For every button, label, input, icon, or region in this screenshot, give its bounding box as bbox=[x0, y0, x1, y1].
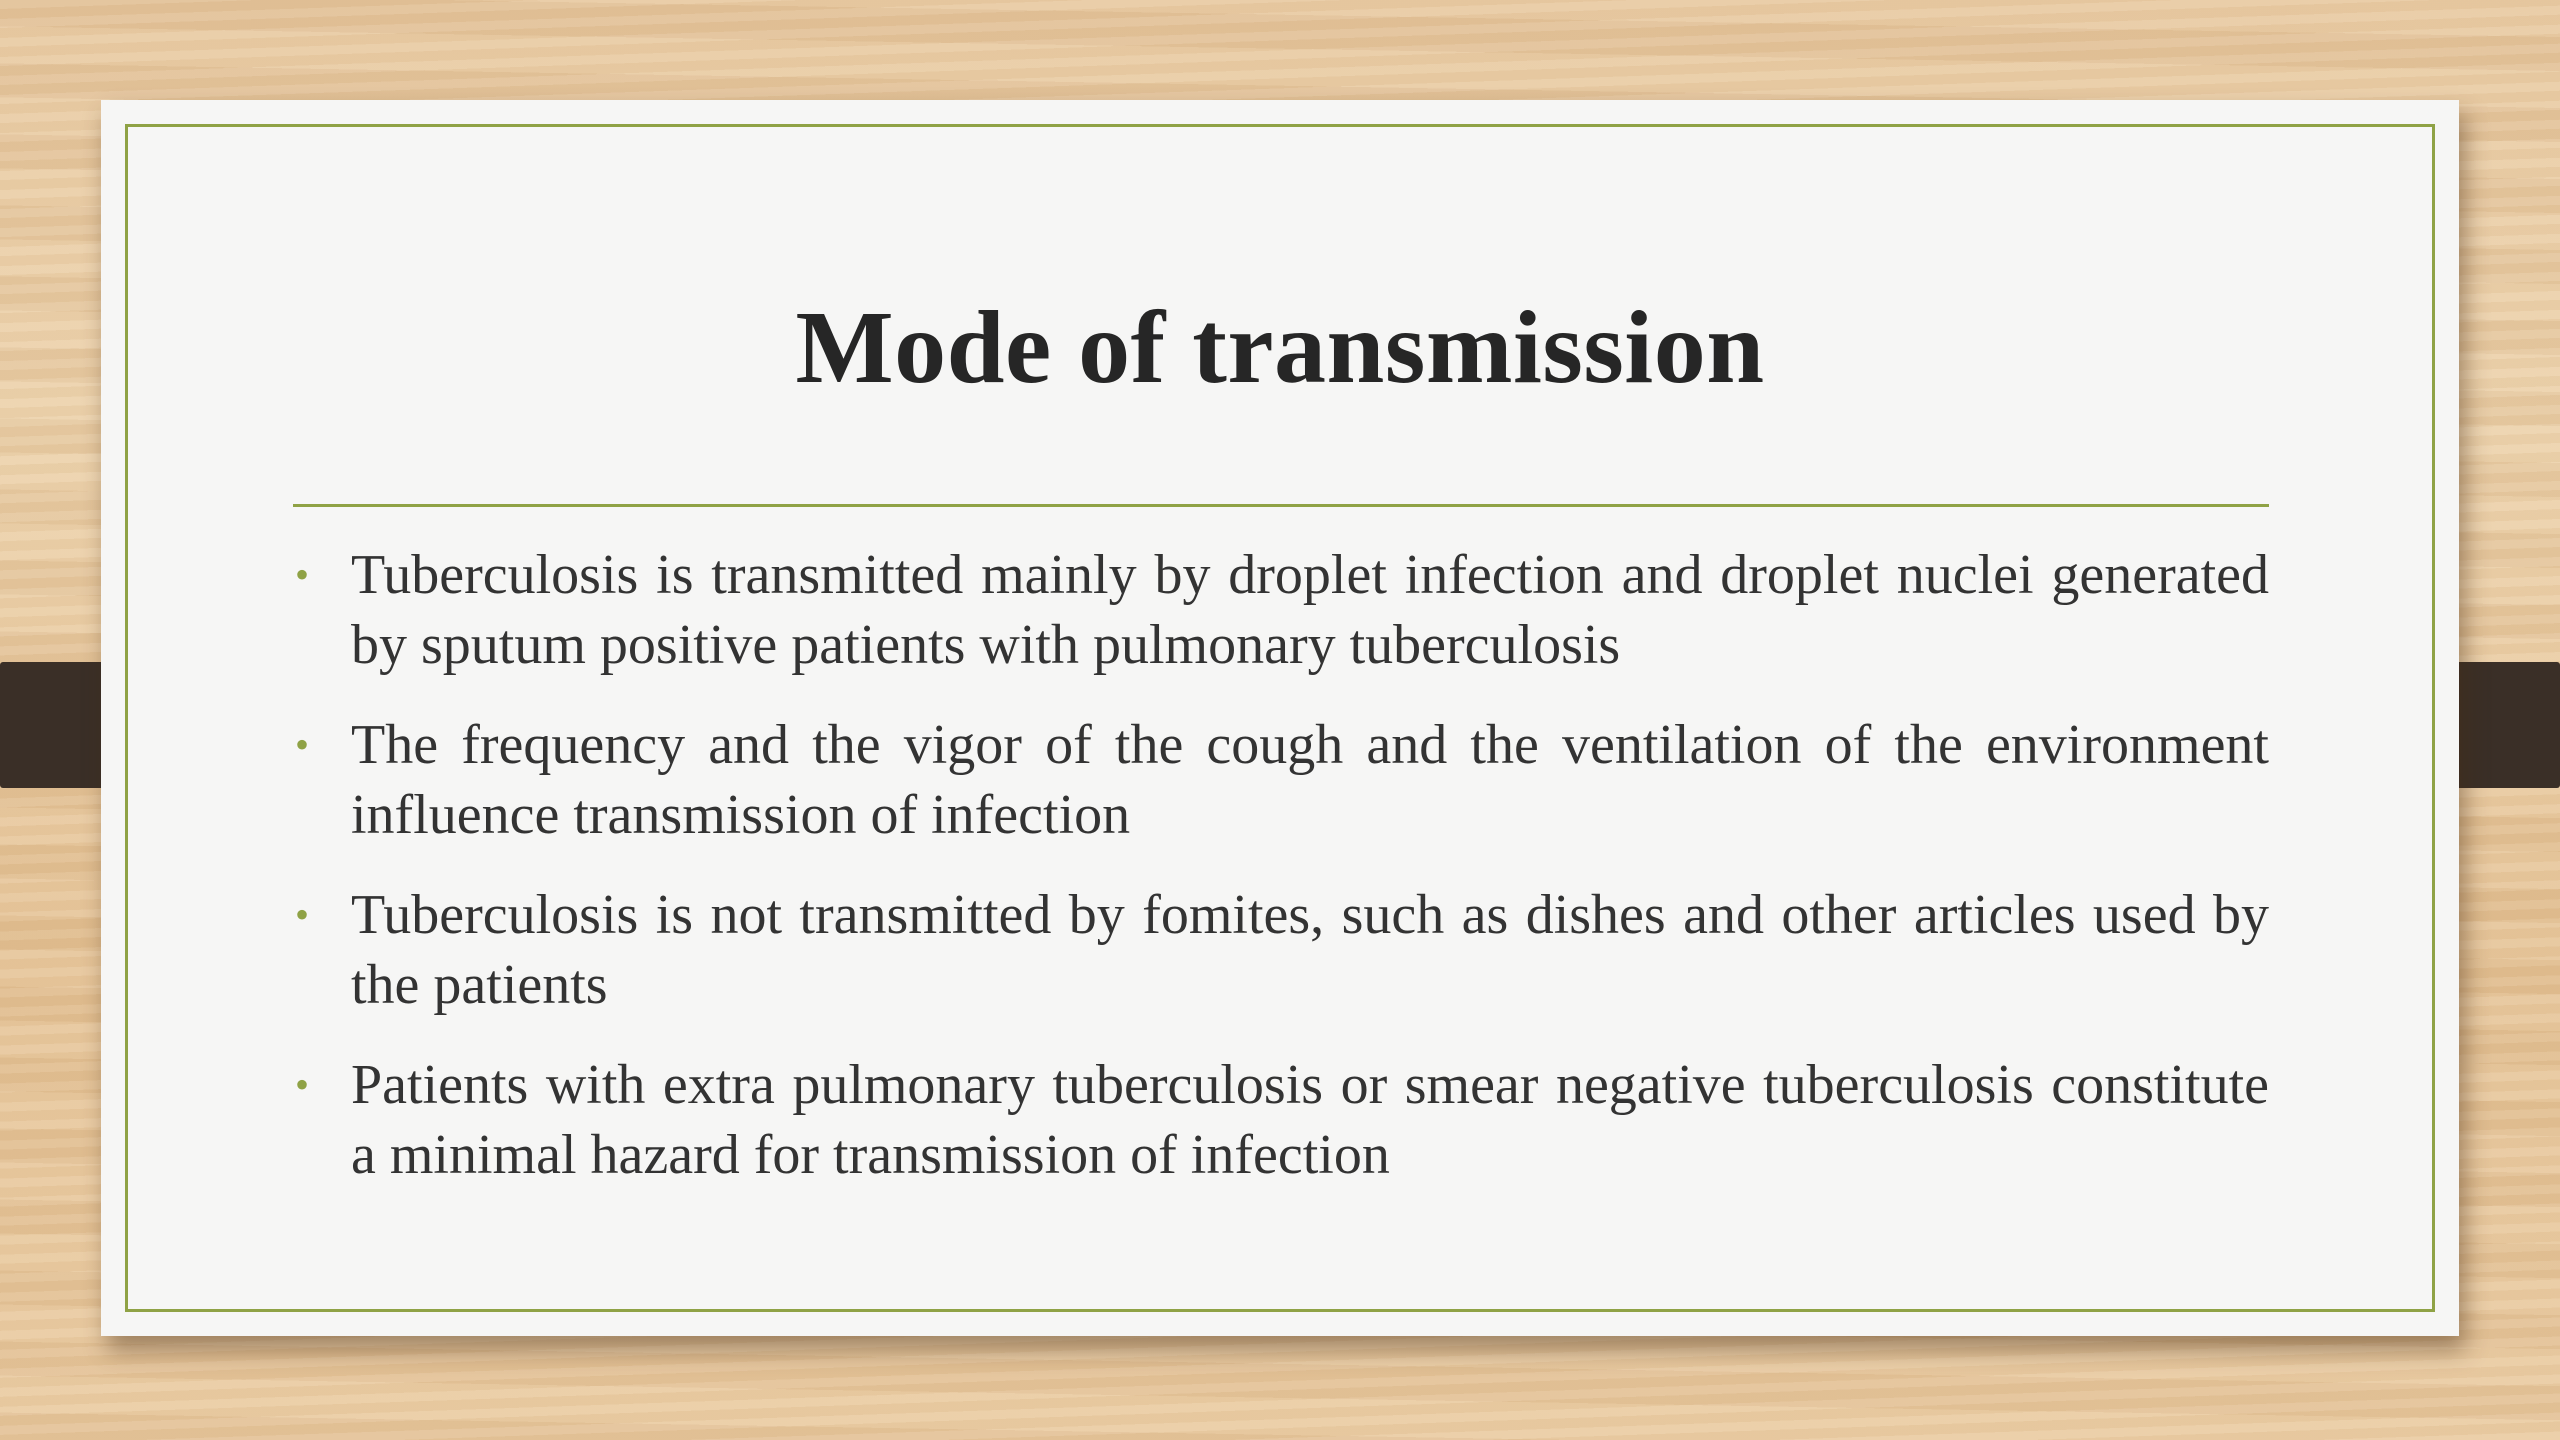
slide bbox=[101, 100, 2459, 1336]
slide-title: Mode of transmission bbox=[795, 290, 1765, 405]
bullet-text: Tuberculosis is transmitted mainly by droplet infection and droplet nuclei generated by sputum positive patients with pulmonary tuberculosis bbox=[351, 544, 2269, 676]
bullet-item bbox=[293, 880, 2269, 1020]
bullet-item bbox=[293, 710, 2269, 850]
bullet-item bbox=[293, 1050, 2269, 1190]
bullet-text: Tuberculosis is not transmitted by fomites, such as dishes and other articles used by the patients bbox=[351, 884, 2269, 1016]
bullet-dot-icon: • bbox=[295, 722, 310, 767]
bullet-text: Patients with extra pulmonary tuberculosis or smear negative tuberculosis constitute a minimal hazard for transmission of infection bbox=[351, 1054, 2269, 1186]
bullet-text: The frequency and the vigor of the cough and the ventilation of the environment influence transmission of infection bbox=[351, 714, 2269, 846]
bullet-dot-icon: • bbox=[295, 1062, 310, 1107]
title-divider bbox=[293, 504, 2269, 507]
bullet-dot-icon: • bbox=[295, 892, 310, 937]
bullet-list bbox=[293, 540, 2269, 1220]
bullet-item bbox=[293, 540, 2269, 680]
bullet-dot-icon: • bbox=[295, 552, 310, 597]
